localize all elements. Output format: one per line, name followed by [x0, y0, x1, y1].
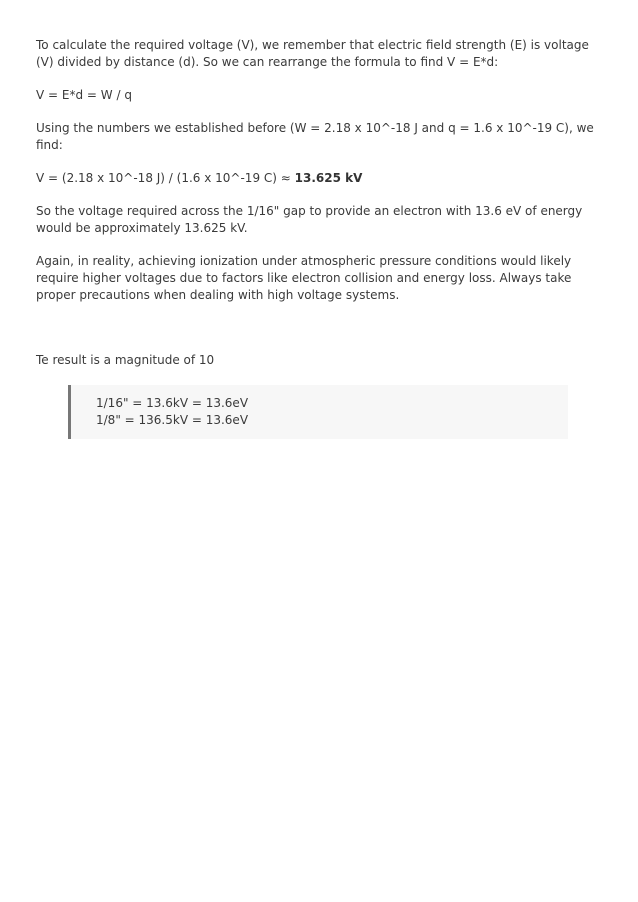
paragraph-result-note: Te result is a magnitude of 10	[36, 353, 215, 367]
document-body	[36, 37, 596, 439]
paragraph-numbers: Using the numbers we established before (W = 2.18 x 10^-18 J and q = 1.6 x 10^-19 C), we find:	[36, 121, 594, 152]
blockquote	[68, 385, 568, 439]
calculation-result: 13.625 kV	[294, 171, 363, 185]
quote-line: 1/16" = 13.6kV = 13.6eV	[96, 396, 249, 410]
paragraph-formula: V = E*d = W / q	[36, 88, 132, 102]
paragraph-calculation	[36, 170, 596, 187]
paragraph-conclusion: So the voltage required across the 1/16" gap to provide an electron with 13.6 eV of energy would be approximately 13.625 kV.	[36, 204, 583, 235]
calculation-expression: V = (2.18 x 10^-18 J) / (1.6 x 10^-19 C) ≈	[36, 171, 295, 185]
paragraph-caveat: Again, in reality, achieving ionization under atmospheric pressure conditions would likely require higher voltages due to factors like electron collision and energy loss. Always take proper precautions when dealing with high voltage systems.	[36, 254, 572, 302]
paragraph-voltage-intro: To calculate the required voltage (V), we remember that electric field strength (E) is voltage (V) divided by distance (d). So we can rearrange the formula to find V = E*d:	[36, 38, 589, 69]
quote-line: 1/8" = 136.5kV = 13.6eV	[96, 413, 249, 427]
